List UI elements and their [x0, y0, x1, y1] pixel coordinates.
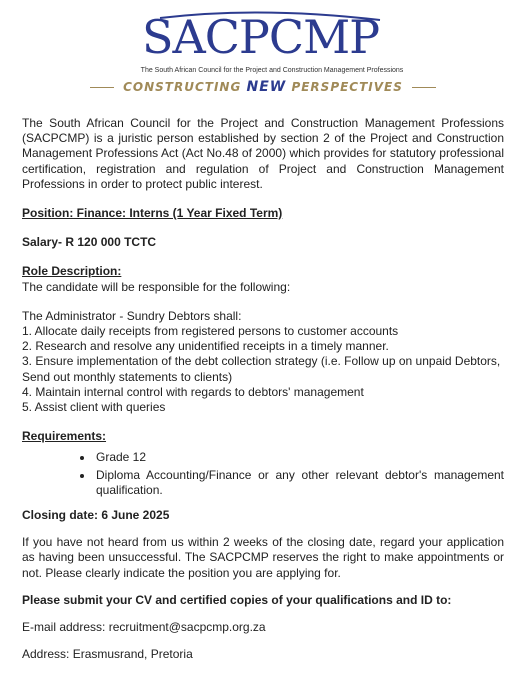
address-line: Address: Erasmusrand, Pretoria [22, 647, 193, 662]
list-item: • Grade 12 [94, 450, 504, 465]
list-item: 2. Research and resolve any unidentified receipts in a timely manner. [22, 339, 389, 354]
role-subtitle: The Administrator - Sundry Debtors shall: [22, 308, 242, 323]
requirements-list [22, 450, 504, 498]
intro-paragraph: The South African Council for the Project and Construction Management Professions (SACPCMP) is a juristic person established by section 2 of the Project and Construction Management Professions Act (Act No.48 of 2000) which provides for statutory professional certification, registration and regulation of Project and Construction Management Professions in order to protect public interest. [22, 116, 504, 191]
closing-paragraph: If you have not heard from us within 2 weeks of the closing date, regard your application as having been unsuccessful. The SACPCMP reserves the right to make appointments or not. Please clearly indicate the position you are applying for. [22, 535, 504, 580]
list-item: 5. Assist client with queries [22, 400, 166, 415]
salary: Salary- R 120 000 TCTC [22, 235, 157, 250]
list-item: 1. Allocate daily receipts from registered persons to customer accounts [22, 324, 399, 339]
closing-date: Closing date: 6 June 2025 [22, 508, 170, 523]
list-item: 3. Ensure implementation of the debt collection strategy (i.e. Follow up on unpaid Debtors, Send out monthly statements to clients) [22, 354, 501, 384]
email-line: E-mail address: recruitment@sacpcmp.org.za [22, 620, 266, 635]
logo-tagline [0, 80, 526, 94]
tagline-rule-left [90, 87, 114, 88]
sacpcmp-logo [22, 0, 504, 110]
duties-list [22, 324, 504, 415]
list-item: 4. Maintain internal control with regards to debtors' management [22, 384, 364, 399]
tagline-part2: PERSPECTIVES [291, 80, 403, 94]
tagline-new: NEW [246, 79, 287, 95]
role-heading: Role Description: [22, 264, 122, 279]
list-item: • Diploma Accounting/Finance or any other relevant debtor's management qualification. [94, 468, 504, 498]
position-title: Position: Finance: Interns (1 Year Fixed Term) [22, 206, 283, 221]
logo-subtitle: The South African Council for the Project and Construction Management Professions [140, 67, 404, 74]
logo-wordmark: SACPCMP [142, 10, 380, 64]
requirements-heading: Requirements: [22, 429, 107, 444]
role-intro: The candidate will be responsible for the following: [22, 279, 291, 294]
submit-instruction: Please submit your CV and certified copies of your qualifications and ID to: [22, 592, 452, 607]
tagline-rule-right [412, 87, 436, 88]
tagline-part1: CONSTRUCTING [123, 80, 242, 94]
